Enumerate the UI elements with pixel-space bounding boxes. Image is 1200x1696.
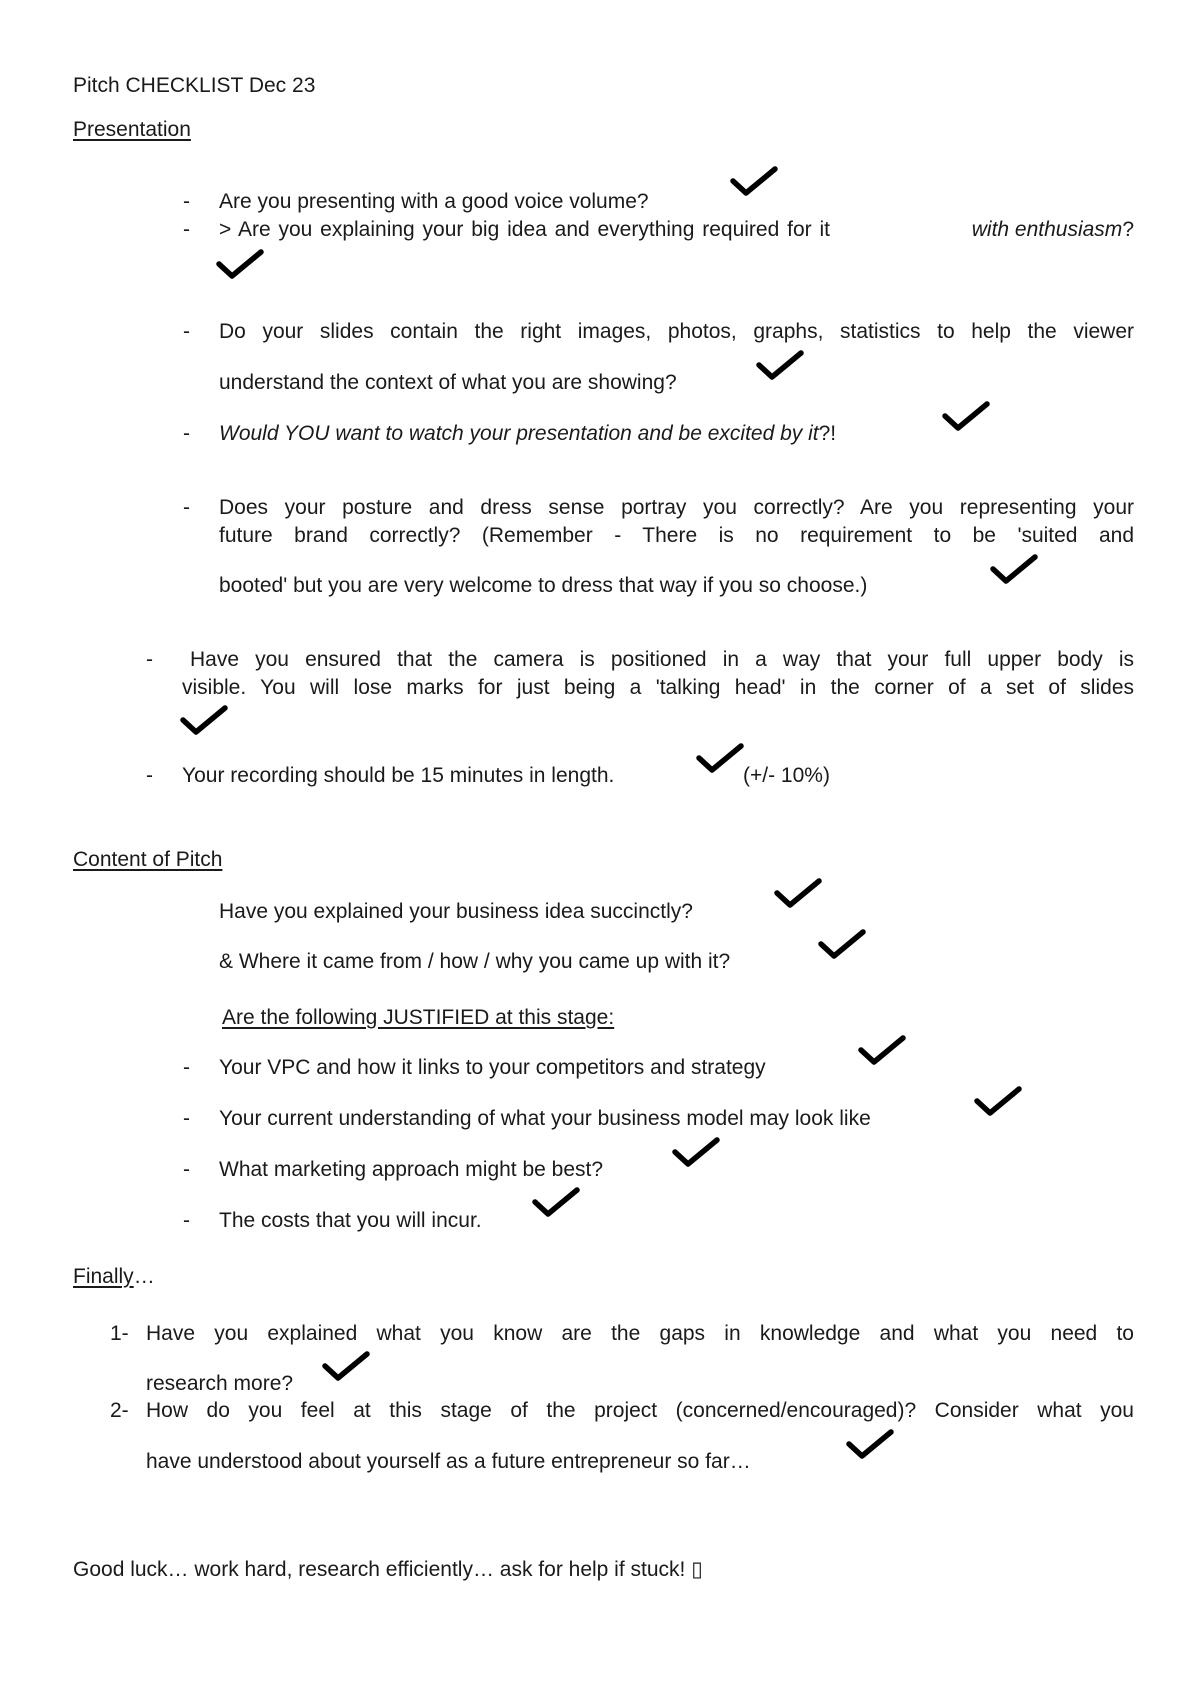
finally-heading xyxy=(73,1263,155,1291)
document-title: Pitch CHECKLIST Dec 23 xyxy=(73,74,316,97)
finally-item-gaps-line2: research more? xyxy=(146,1372,294,1395)
check-icon xyxy=(990,553,1038,589)
content-item-business-model: Your current understanding of what your business model may look like xyxy=(219,1107,871,1130)
bullet-dash: - xyxy=(146,648,153,671)
bullet-dash: - xyxy=(183,422,190,445)
emphasis-text: Would YOU want to watch your presentation and be excited by it xyxy=(219,422,819,445)
checklist-item-posture-line2: future brand correctly? (Remember - There is no requirement to be 'suited and xyxy=(219,524,1134,547)
presentation-heading: Presentation xyxy=(73,118,191,141)
finally-item-gaps-line1: Have you explained what you know are the gaps in knowledge and what you need to xyxy=(146,1322,1134,1345)
checklist-item-voice-volume: Are you presenting with a good voice volume? xyxy=(219,190,649,213)
bullet-dash: - xyxy=(183,1158,190,1181)
check-icon xyxy=(216,248,264,284)
bullet-dash: - xyxy=(183,496,190,519)
content-heading: Content of Pitch xyxy=(73,848,223,871)
bullet-dash: - xyxy=(146,764,153,787)
bullet-dash: - xyxy=(183,1056,190,1079)
checklist-item-slides-line2: understand the context of what you are showing? xyxy=(219,371,677,394)
bullet-dash: - xyxy=(183,1209,190,1232)
bullet-dash: - xyxy=(183,320,190,343)
check-icon xyxy=(756,349,804,385)
check-icon xyxy=(730,165,778,201)
content-line-origin: & Where it came from / how / why you came up with it? xyxy=(219,950,731,973)
recording-tolerance: (+/- 10%) xyxy=(743,764,830,787)
checklist-item-enthusiasm xyxy=(219,216,1134,244)
item-text-tail xyxy=(972,216,1134,244)
list-number: 2- xyxy=(110,1399,129,1422)
content-subheading: Are the following JUSTIFIED at this stage: xyxy=(222,1006,615,1029)
bullet-dash: - xyxy=(183,190,190,213)
content-item-costs: The costs that you will incur. xyxy=(219,1209,482,1232)
checklist-item-slides-line1: Do your slides contain the right images, photos, graphs, statistics to help the viewer xyxy=(219,320,1134,343)
finally-heading-text: Finally xyxy=(73,1265,134,1288)
content-item-marketing: What marketing approach might be best? xyxy=(219,1158,604,1181)
bullet-dash: - xyxy=(183,1107,190,1130)
checklist-item-posture-line3: booted' but you are very welcome to dress that way if you so choose.) xyxy=(219,574,868,597)
finally-heading-suffix: … xyxy=(133,1265,155,1288)
check-icon xyxy=(672,1136,720,1172)
check-icon xyxy=(180,704,228,740)
check-icon xyxy=(974,1085,1022,1121)
check-icon xyxy=(942,400,990,436)
list-number: 1- xyxy=(110,1322,129,1345)
content-line-business-idea: Have you explained your business idea succinctly? xyxy=(219,900,693,923)
emphasis-text: with enthusiasm xyxy=(971,218,1123,241)
punctuation: ?! xyxy=(818,422,837,445)
checklist-item-recording-length: Your recording should be 15 minutes in length. xyxy=(182,764,615,787)
check-icon xyxy=(818,928,866,964)
check-icon xyxy=(858,1034,906,1070)
finally-item-feelings-line1: How do you feel at this stage of the project (concerned/encouraged)? Consider what you xyxy=(146,1399,1134,1422)
item-text: > Are you explaining your big idea and everything required for it xyxy=(219,218,830,241)
punctuation: ? xyxy=(1122,218,1134,241)
check-icon xyxy=(322,1350,370,1386)
check-icon xyxy=(532,1186,580,1222)
checklist-item-camera-line1: Have you ensured that the camera is positioned in a way that your full upper body is xyxy=(190,648,1134,671)
bullet-dash: - xyxy=(183,218,190,241)
check-icon xyxy=(774,877,822,913)
checklist-item-excited xyxy=(219,420,836,448)
closing-line: Good luck… work hard, research efficiently… ask for help if stuck! ▯ xyxy=(73,1558,703,1581)
checklist-item-camera-line2: visible. You will lose marks for just being a 'talking head' in the corner of a set of slides xyxy=(182,676,1134,699)
content-item-vpc: Your VPC and how it links to your competitors and strategy xyxy=(219,1056,766,1079)
finally-item-feelings-line2: have understood about yourself as a future entrepreneur so far… xyxy=(146,1450,751,1473)
checklist-item-posture-line1: Does your posture and dress sense portray you correctly? Are you representing your xyxy=(219,496,1134,519)
check-icon xyxy=(696,742,744,778)
check-icon xyxy=(846,1428,894,1464)
